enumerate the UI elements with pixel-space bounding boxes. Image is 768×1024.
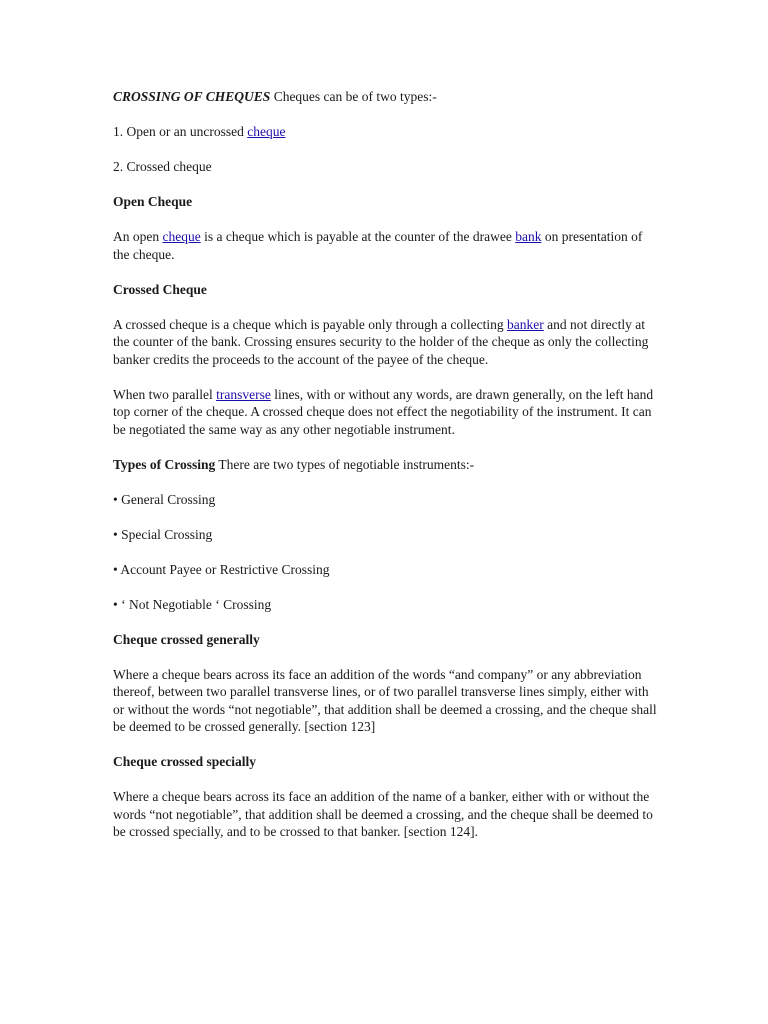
open-cheque-text-3: on presentation of the cheque. [113, 229, 643, 262]
crossed-cheque-text-3: When two parallel [113, 386, 217, 402]
bullet-item: • Account Payee or Restrictive Crossing [113, 561, 330, 577]
banker-link[interactable]: banker [507, 316, 544, 332]
crossed-specially-heading [113, 753, 658, 771]
open-cheque-heading-text: Open Cheque [113, 194, 193, 209]
transverse-link[interactable]: transverse [216, 386, 271, 402]
intro-paragraph [113, 88, 658, 106]
type-item-1 [113, 123, 658, 141]
crossed-cheque-paragraph-1 [113, 316, 658, 369]
type-item-2: 2. Crossed cheque [113, 159, 212, 174]
crossed-specially-heading-text: Cheque crossed specially [113, 754, 257, 769]
intro-text: Cheques can be of two types:- [270, 89, 437, 104]
document-body [113, 88, 658, 858]
crossed-cheque-heading [113, 281, 658, 299]
types-of-crossing-text: There are two types of negotiable instruments:- [215, 456, 475, 472]
open-cheque-heading [113, 193, 658, 211]
crossed-specially-paragraph: Where a cheque bears across its face an addition of the name of a banker, either with or without the words “not negotiable”, that addition shall be deemed a crossing, and the cheque shall be deemed to be crossed specially, and to be crossed to that banker. [section 124]. [113, 789, 653, 839]
types-of-crossing-heading: Types of Crossing [113, 456, 216, 472]
bank-link[interactable]: bank [515, 229, 542, 244]
open-cheque-text-2: is a cheque which is payable at the counter of the drawee [200, 229, 516, 244]
crossed-cheque-paragraph-2 [113, 386, 658, 439]
open-cheque-paragraph [113, 228, 658, 263]
cheque-link[interactable]: cheque [162, 229, 201, 244]
types-of-crossing-paragraph [113, 456, 658, 474]
open-cheque-text-1: An open [113, 229, 163, 244]
crossed-generally-paragraph: Where a cheque bears across its face an addition of the words “and company” or any abbreviation thereof, between two parallel transverse lines, or of two parallel transverse lines simply, either with or without the words “not negotiable”, that addition shall be deemed a crossing, and the cheque shall be deemed to be crossed generally. [section 123] [113, 666, 657, 734]
document-title: CROSSING OF CHEQUES [113, 89, 271, 104]
type-item-1-text: 1. Open or an uncrossed [113, 124, 248, 139]
cheque-link[interactable]: cheque [247, 124, 286, 139]
crossed-generally-heading-text: Cheque crossed generally [113, 631, 260, 647]
bullet-item: • ‘ Not Negotiable ‘ Crossing [113, 596, 272, 612]
crossed-generally-heading [113, 631, 658, 649]
crossed-cheque-heading-text: Crossed Cheque [113, 281, 207, 297]
bullet-item: • General Crossing [113, 491, 216, 507]
crossed-cheque-text-2: and not directly at the counter of the bank. Crossing ensures security to the holder of the cheque as only the collecting banker credits the proceeds to the account of the payee of the cheque. [113, 316, 649, 367]
crossed-cheque-text-4: lines, with or without any words, are drawn generally, on the left hand top corner of the cheque. A crossed cheque does not effect the negotiability of the instrument. It can be negotiated the same way as any other negotiable instrument. [113, 386, 654, 437]
bullet-item: • Special Crossing [113, 526, 213, 542]
crossed-cheque-text-1: A crossed cheque is a cheque which is payable only through a collecting [113, 316, 508, 332]
